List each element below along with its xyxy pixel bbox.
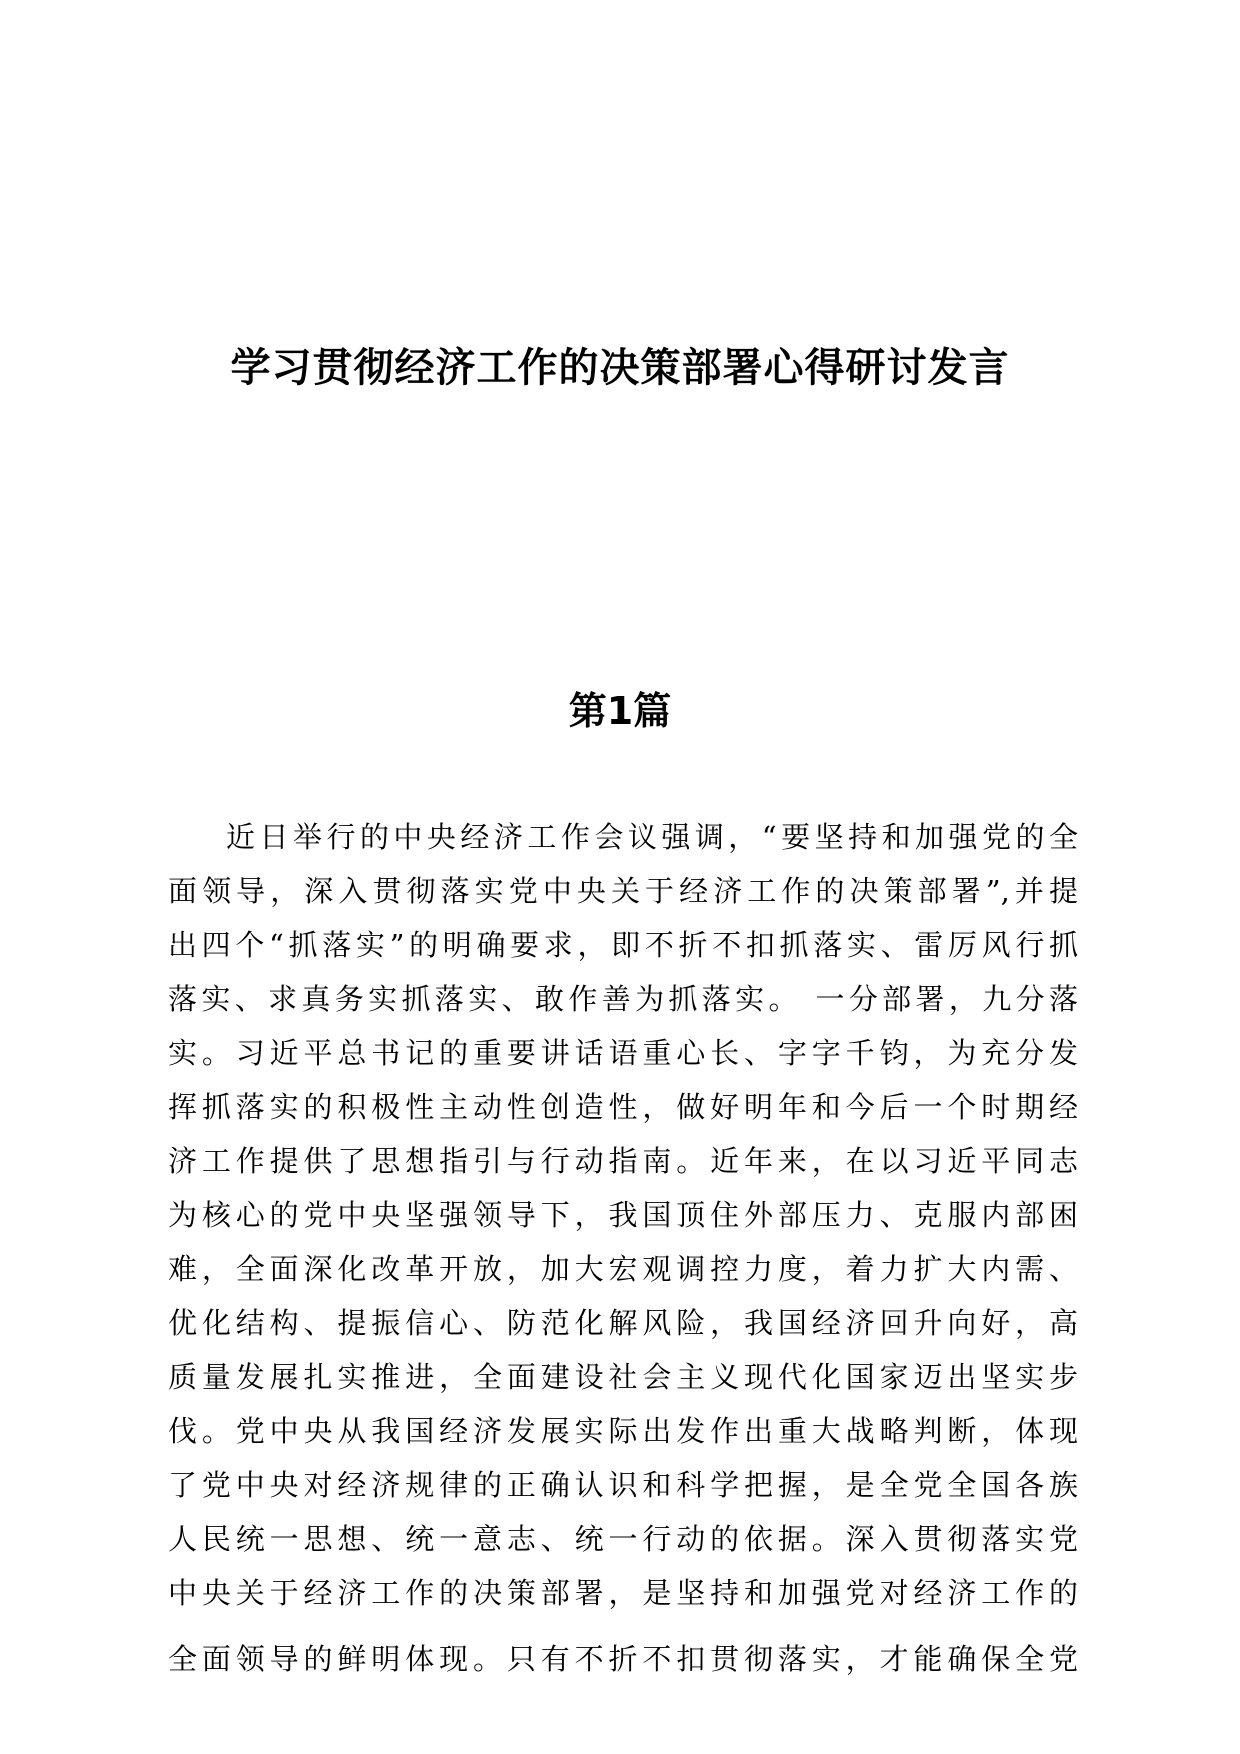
paragraph-line: 了党中央对经济规律的正确认识和科学把握，是全党全国各族 xyxy=(168,1468,1078,1502)
paragraph-line: 质量发展扎实推进，全面建设社会主义现代化国家迈出坚实步 xyxy=(168,1360,1078,1394)
paragraph-line: 挥抓落实的积极性主动性创造性，做好明年和今后一个时期经 xyxy=(168,1090,1078,1124)
paragraph-line: 全面领导的鲜明体现。只有不折不扣贯彻落实，才能确保全党 xyxy=(168,1642,1078,1676)
paragraph-line: 为核心的党中央坚强领导下，我国顶住外部压力、克服内部困 xyxy=(168,1198,1078,1232)
document-title: 学习贯彻经济工作的决策部署心得研讨发言 xyxy=(230,345,1010,391)
paragraph-line: 济工作提供了思想指引与行动指南。近年来，在以习近平同志 xyxy=(168,1144,1078,1178)
paragraph-line: 出四个“抓落实”的明确要求，即不折不扣抓落实、雷厉风行抓 xyxy=(168,928,1078,962)
paragraph-line: 落实、求真务实抓落实、敢作善为抓落实。 一分部署，九分落 xyxy=(168,982,1078,1016)
section-heading: 第1篇 xyxy=(568,689,672,733)
paragraph-line: 中央关于经济工作的决策部署，是坚持和加强党对经济工作的 xyxy=(168,1576,1078,1610)
paragraph-line: 伐。党中央从我国经济发展实际出发作出重大战略判断，体现 xyxy=(168,1414,1078,1448)
paragraph-line: 优化结构、提振信心、防范化解风险，我国经济回升向好，高 xyxy=(168,1306,1078,1340)
paragraph-line: 难，全面深化改革开放，加大宏观调控力度，着力扩大内需、 xyxy=(168,1252,1078,1286)
paragraph-line: 近日举行的中央经济工作会议强调，“要坚持和加强党的全 xyxy=(226,820,1078,854)
paragraph-line: 面领导，深入贯彻落实党中央关于经济工作的决策部署”,并提 xyxy=(168,874,1078,908)
body-paragraph xyxy=(168,810,1078,1686)
paragraph-line: 人民统一思想、统一意志、统一行动的依据。深入贯彻落实党 xyxy=(168,1522,1078,1556)
paragraph-line: 实。习近平总书记的重要讲话语重心长、字字千钧，为充分发 xyxy=(168,1036,1078,1070)
